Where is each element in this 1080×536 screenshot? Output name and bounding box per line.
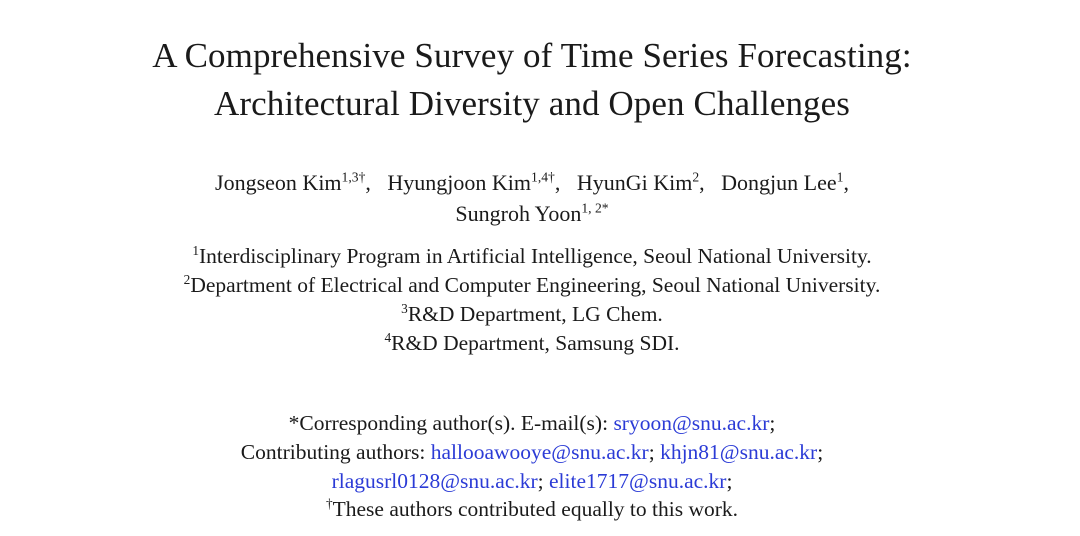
author-list-line-2 <box>0 201 1064 227</box>
corresponding-label: *Corresponding author(s). E-mail(s): <box>288 411 614 435</box>
author-name: HyunGi Kim <box>576 170 693 195</box>
contributing-email-link[interactable]: hallooawooye@snu.ac.kr <box>430 440 649 464</box>
affiliation-text: R&D Department, LG Chem. <box>407 302 663 326</box>
author-affiliation-mark: 1,4† <box>531 169 555 185</box>
affiliation-4 <box>0 331 1064 356</box>
author-name: Sungroh Yoon <box>455 201 582 226</box>
affiliation-number: 1 <box>192 242 199 258</box>
corresponding-author-line: *Corresponding author(s). E-mail(s): sryoon@snu.ac.kr; <box>288 411 776 435</box>
contributing-authors-line-1: Contributing authors: hallooawooye@snu.ac.kr; khjn81@snu.ac.kr; <box>240 440 824 464</box>
affiliation-number: 3 <box>401 300 408 316</box>
author-list-line-1: Jongseon Kim$^{1,3\dagger}$, Hyungjoon Kim$^{1,4\dagger}$, HyunGi Kim$^2$, Dongjun Lee$^1$, <box>215 169 849 195</box>
affiliation-2 <box>0 273 1064 298</box>
author-affiliation-mark: 1,3† <box>341 169 366 185</box>
contributing-label: Contributing authors: <box>240 440 431 464</box>
author-affiliation-mark: 1, 2* <box>581 200 609 216</box>
author-affiliation-mark: 2 <box>692 169 700 185</box>
equal-contribution-text: These authors contributed equally to this work. <box>332 497 739 521</box>
author-name: Jongseon Kim <box>215 170 342 195</box>
affiliation-number: 4 <box>384 329 392 345</box>
author-affiliation-mark: 1 <box>836 169 844 185</box>
paper-title-line-2: Architectural Diversity and Open Challenges <box>213 84 851 123</box>
contributing-email-link[interactable]: rlagusrl0128@snu.ac.kr <box>331 469 538 493</box>
affiliation-text: Department of Electrical and Computer Engineering, Seoul National University. <box>190 273 881 297</box>
affiliation-number: 2 <box>183 271 191 287</box>
dagger-mark: † <box>325 495 333 511</box>
affiliation-text: R&D Department, Samsung SDI. <box>391 331 680 355</box>
affiliation-3 <box>0 302 1064 327</box>
corresponding-email-link[interactable]: sryoon@snu.ac.kr <box>613 411 770 435</box>
author-name: Hyungjoon Kim <box>387 170 532 195</box>
equal-contribution-note <box>0 497 1064 522</box>
paper-title-line-1: A Comprehensive Survey of Time Series Forecasting: <box>152 36 912 75</box>
contributing-email-link[interactable]: elite1717@snu.ac.kr <box>549 469 727 493</box>
affiliation-text: Interdisciplinary Program in Artificial Intelligence, Seoul National University. <box>198 244 872 268</box>
affiliation-1 <box>0 244 1064 269</box>
contributing-authors-line-2: rlagusrl0128@snu.ac.kr; elite1717@snu.ac.kr; <box>331 469 733 493</box>
author-name: Dongjun Lee <box>721 170 837 195</box>
contributing-email-link[interactable]: khjn81@snu.ac.kr <box>660 440 818 464</box>
